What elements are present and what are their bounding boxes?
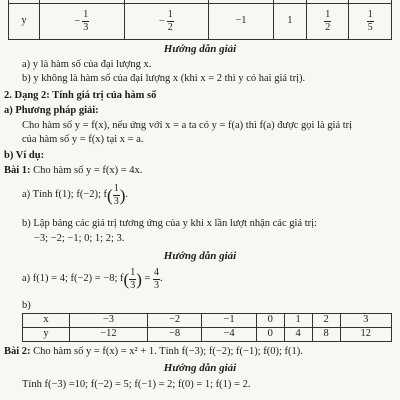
- solution-heading-3: Hướng dẫn giải: [163, 362, 237, 374]
- solution-heading-1: Hướng dẫn giải: [163, 43, 237, 55]
- fraction-one-third: $\frac{1}{3}$: [113, 182, 119, 207]
- section-heading: 2. Dạng 2: Tính giá trị của hàm số: [4, 90, 157, 101]
- exercise-1-text: Cho hàm số y = f(x) = 4x.: [33, 165, 143, 176]
- value-table-x-cell: 1: [284, 314, 312, 328]
- top-table-row-label: y: [9, 4, 40, 40]
- value-table-x-cell: 3: [340, 314, 391, 328]
- solution-heading-2: Hướng dẫn giải: [163, 250, 237, 262]
- value-table-y-cell: 4: [284, 328, 312, 342]
- value-table-y-cell: 12: [340, 328, 391, 342]
- method-line-1: Cho hàm số y = f(x), nếu ứng với x = a ta có y = f(a) thì f(a) được gọi là giá trị: [22, 120, 353, 131]
- exercise-1-label: Bài 1:: [4, 165, 31, 176]
- value-table-y-cell: −8: [147, 328, 201, 342]
- top-table: [8, 0, 392, 40]
- top-table-cell: −1: [209, 4, 274, 40]
- solution-b-label: b): [22, 300, 31, 311]
- fraction: $\frac{1}{2}$: [325, 9, 331, 33]
- answer-a: a) y là hàm số của đại lượng x.: [22, 59, 152, 70]
- top-table-cell: 1: [273, 4, 306, 40]
- value-table-x-cell: −3: [70, 314, 148, 328]
- exercise-2-label: Bài 2:: [4, 346, 31, 357]
- exercise-1-a: a) Tính f(1); f(−2); f ( $\frac{1}{3}$ ) .: [22, 182, 128, 207]
- fraction-four-thirds: $\frac{4}{3}$: [154, 266, 160, 291]
- value-table-y-cell: 8: [312, 328, 340, 342]
- exercise-1: [4, 165, 142, 178]
- exercise-1-b-line-2: −3; −2; −1; 0; 1; 2; 3.: [34, 233, 125, 244]
- example-heading: b) Ví dụ:: [4, 150, 45, 161]
- fraction: $\frac{1}{3}$: [83, 9, 89, 33]
- fraction: $\frac{1}{2}$: [167, 9, 173, 33]
- solution-a: a) f(1) = 4; f(−2) = −8; f ( $\frac{1}{3}$ ) = $\frac{4}{3}$ .: [22, 266, 163, 291]
- exercise-2-text: Cho hàm số y = f(x) = x² + 1. Tính f(−3); f(−2); f(−1); f(0); f(1).: [33, 346, 303, 357]
- value-table-x-cell: −1: [202, 314, 256, 328]
- top-table-cell: [349, 4, 392, 40]
- method-heading: a) Phương pháp giải:: [4, 105, 99, 116]
- value-table-x-cell: −2: [147, 314, 201, 328]
- value-table-y-cell: −4: [202, 328, 256, 342]
- exercise-2-solution: Tính f(−3) =10; f(−2) = 5; f(−1) = 2; f(0) = 1; f(1) = 2.: [22, 379, 251, 390]
- fraction: $\frac{1}{5}$: [367, 9, 373, 33]
- value-table-y-cell: −12: [70, 328, 148, 342]
- exercise-2: [4, 346, 303, 359]
- fraction-one-third-2: $\frac{1}{3}$: [130, 266, 136, 291]
- top-table-cell: [306, 4, 348, 40]
- top-table-cell: − $\frac{1}{3}$: [40, 4, 125, 40]
- value-table-y-label: y: [23, 328, 70, 342]
- value-table-x-cell: 2: [312, 314, 340, 328]
- value-table-x-cell: 0: [256, 314, 284, 328]
- exercise-1-b-line-1: b) Lập bảng các giá trị tương ứng của y khi x lần lượt nhận các giá trị:: [22, 218, 317, 229]
- value-table-y-cell: 0: [256, 328, 284, 342]
- value-table-x-label: x: [23, 314, 70, 328]
- value-table: [22, 313, 392, 342]
- solution-a-text: a) f(1) = 4; f(−2) = −8; f: [22, 272, 124, 284]
- answer-b: b) y không là hàm số của đại lượng x (khi x = 2 thì y có hai giá trị).: [22, 73, 306, 84]
- exercise-1-a-text: a) Tính f(1); f(−2); f: [22, 188, 108, 200]
- method-line-2: của hàm số y = f(x) tại x = a.: [22, 134, 144, 145]
- top-table-cell: − $\frac{1}{2}$: [124, 4, 209, 40]
